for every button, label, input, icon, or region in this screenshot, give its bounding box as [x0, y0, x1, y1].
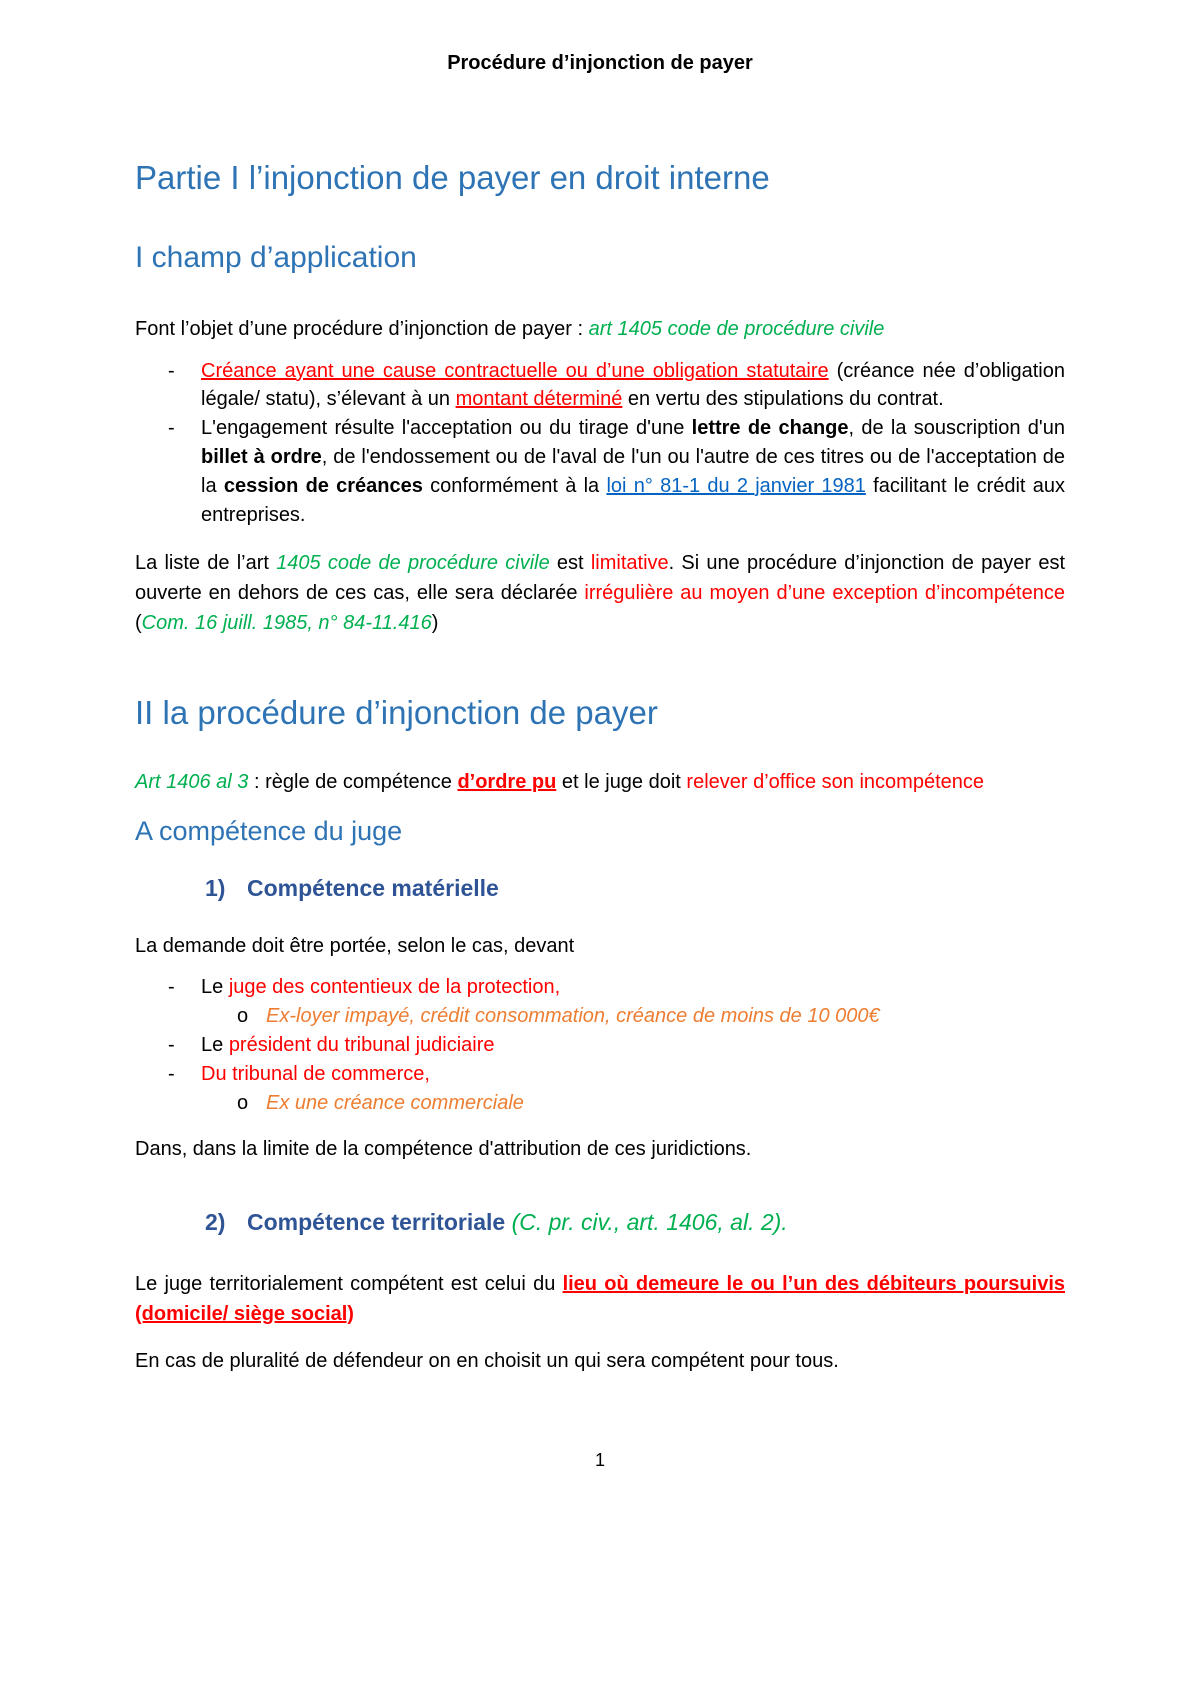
dash-bullet-marker: -	[168, 1033, 175, 1056]
text-run-emphasis: montant déterminé	[455, 388, 623, 411]
paragraph-objet	[135, 315, 1065, 345]
link-loi-81-1[interactable]: loi n° 81-1 du 2 janvier 1981	[606, 474, 866, 497]
list-item-text	[201, 973, 1065, 1002]
paragraph-liste-limitative	[135, 549, 1065, 638]
text-run-emphasis: lieu où demeure le ou l’un des débiteurs poursuivis (domicile/ siège social)	[135, 1272, 1066, 1325]
text-run: et le juge doit	[556, 771, 687, 794]
text-run-emphasis: irrégulière au moyen d’une exception d’incompétence	[584, 581, 1065, 604]
circle-bullet-marker: o	[237, 1091, 249, 1114]
text-run-emphasis: Du tribunal de commerce,	[201, 1062, 430, 1085]
heading-text: Compétence territoriale	[247, 1208, 512, 1235]
text-run: Le juge territorialement compétent est celui du	[135, 1272, 563, 1295]
text-run-emphasis: d’ordre pu	[457, 771, 557, 794]
text-run-reference: Art 1406 al 3	[135, 771, 249, 794]
dash-bullet-marker: -	[168, 359, 175, 382]
dash-bullet-marker: -	[168, 1062, 175, 1085]
list-subitem	[135, 1089, 1065, 1118]
list-item-text	[201, 357, 1065, 415]
text-run: Font l’objet d’une procédure d’injonction de payer :	[135, 318, 589, 340]
text-run-example: Ex une créance commerciale	[266, 1091, 524, 1114]
text-run: La liste de l’art	[135, 552, 277, 575]
title-partie-2: II la procédure d’injonction de payer	[135, 694, 658, 732]
text-run: (créance née d’obligation légale/ statu), s’élevant à un	[201, 359, 1065, 411]
text-run: (	[135, 611, 142, 634]
heading-number: 1)	[205, 874, 226, 901]
bullet-list-juridictions	[135, 973, 1065, 1117]
heading-number: 2)	[205, 1208, 226, 1235]
text-run-emphasis: relever d’office son incompétence	[686, 771, 984, 794]
heading-reference: (C. pr. civ., art. 1406, al. 2).	[511, 1208, 788, 1235]
text-run: conformément à la	[422, 474, 607, 497]
text-run: : règle de compétence	[248, 771, 458, 794]
text-run-example: Ex-loyer impayé, crédit consommation, créance de moins de 10 000€	[266, 1005, 880, 1028]
text-run: Le	[201, 1033, 229, 1056]
text-run: L'engagement résulte l'acceptation ou du tirage d'une	[201, 417, 692, 440]
text-run-bold: cession de créances	[223, 474, 423, 497]
heading-text: Compétence matérielle	[247, 874, 499, 901]
paragraph-art-1406	[135, 768, 1065, 798]
title-partie-1: Partie I l’injonction de payer en droit interne	[135, 159, 770, 196]
text-run: . Si une procédure d’injonction de payer est ouverte en dehors de ces cas, elle sera déclarée	[135, 552, 1065, 604]
paragraph-pluralite: En cas de pluralité de défendeur on en choisit un qui sera compétent pour tous.	[135, 1350, 839, 1373]
list-item-text	[201, 414, 1065, 529]
dash-bullet-marker: -	[168, 976, 175, 999]
circle-bullet-marker: o	[237, 1005, 249, 1028]
dash-bullet-marker: -	[168, 417, 175, 440]
text-run-emphasis: Créance ayant une cause contractuelle ou d’une obligation statutaire	[201, 359, 829, 382]
text-run: , de l'endossement ou de l'aval de l'un ou l'autre de ces titres ou de l'acceptation de la	[201, 445, 1065, 497]
text-run: est	[549, 552, 591, 575]
page-number: 1	[594, 1450, 605, 1470]
list-item	[135, 1060, 1065, 1089]
list-item	[135, 1031, 1065, 1060]
text-run-emphasis: président du tribunal judiciaire	[228, 1033, 495, 1056]
text-run-bold: lettre de change	[691, 417, 849, 440]
list-item-text	[266, 1002, 1065, 1031]
text-run-reference: Com. 16 juill. 1985, n° 84-11.416	[141, 611, 432, 634]
text-run-reference: 1405 code de procédure civile	[276, 552, 550, 575]
list-item	[135, 357, 1065, 415]
text-run: facilitant le crédit aux entreprises.	[201, 474, 1065, 526]
text-run: )	[431, 611, 439, 634]
text-run-bold: billet à ordre	[201, 445, 322, 468]
heading-competence-juge: A compétence du juge	[135, 815, 403, 846]
text-run: en vertu des stipulations du contrat.	[622, 388, 944, 411]
list-item-text	[266, 1089, 1065, 1118]
heading-competence-territoriale	[135, 1209, 1065, 1236]
text-run-reference: art 1405 code de procédure civile	[588, 318, 885, 340]
text-run: , de la souscription d'un	[848, 417, 1065, 440]
bullet-list-objet	[135, 357, 1065, 530]
heading-champ-application: I champ d’application	[135, 241, 417, 274]
heading-competence-materielle	[135, 875, 1065, 902]
text-run-emphasis: juge des contentieux de la protection,	[228, 976, 561, 999]
list-subitem	[135, 1002, 1065, 1031]
list-item-text	[201, 1060, 1065, 1089]
list-item	[135, 414, 1065, 529]
text-run: Le	[201, 976, 229, 999]
list-item-text	[201, 1031, 1065, 1060]
paragraph-dans-limite: Dans, dans la limite de la compétence d'attribution de ces juridictions.	[135, 1138, 752, 1161]
page-header: Procédure d’injonction de payer	[447, 52, 753, 74]
text-run-emphasis: limitative	[590, 552, 669, 575]
list-item	[135, 973, 1065, 1002]
paragraph-juge-territorial	[135, 1270, 1065, 1329]
paragraph-demande: La demande doit être portée, selon le cas, devant	[135, 934, 575, 957]
